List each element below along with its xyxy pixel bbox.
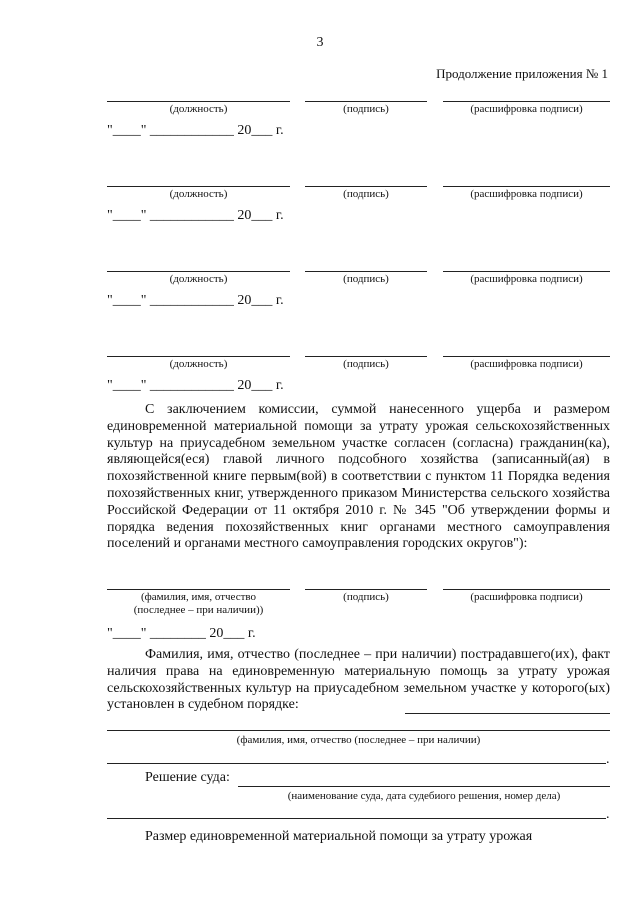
last-paragraph: Размер единовременной материальной помощи за утрату урожая xyxy=(145,829,533,844)
date-line[interactable]: "____" ____________ 20___ г. xyxy=(107,208,284,223)
appendix-title: Продолжение приложения № 1 xyxy=(436,66,608,81)
signature-decoding-line[interactable] xyxy=(443,101,610,102)
signature-decoding-caption: (расшифровка подписи) xyxy=(470,591,583,603)
court-decision-label: Решение суда: xyxy=(145,770,230,785)
citizen-name-line[interactable] xyxy=(107,589,290,590)
signature-line[interactable] xyxy=(305,271,427,272)
court-fio-inline-line[interactable] xyxy=(405,713,610,714)
period: . xyxy=(606,807,610,822)
signature-line[interactable] xyxy=(305,186,427,187)
fio-caption: (фамилия, имя, отчество (последнее – при наличии) xyxy=(236,734,481,746)
consent-paragraph: С заключением комиссии, суммой нанесенного ущерба и размером единовременной материальной помощи за утрату урожая сельскохозяйственных культур на приусадебном земельном участке согласен (согласна) гражданин(ка), являющейся(еся) главой личного подсобного хозяйства (записанный(ая) в похозяйственной книге первым(вой) в соответствии с пунктом 11 Порядка ведения похозяйственных книг, утвержденного приказом Министерства сельского хозяйства Российской Федерации от 11 октября 2010 г. № 345 "Об утверждении формы и порядка ведения похозяйственных книг органами местного самоуправления поселений и органами местного самоуправления городских округов"): xyxy=(107,402,610,552)
signature-decoding-line[interactable] xyxy=(443,186,610,187)
position-line[interactable] xyxy=(107,271,290,272)
court-caption: (наименование суда, дата судебиого решения, номер дела) xyxy=(287,790,561,802)
position-line[interactable] xyxy=(107,186,290,187)
signature-decoding-line[interactable] xyxy=(443,271,610,272)
citizen-signature-line[interactable] xyxy=(305,589,427,590)
date-line[interactable]: "____" ____________ 20___ г. xyxy=(107,293,284,308)
signature-caption: (подпись) xyxy=(343,188,389,200)
signature-caption: (подпись) xyxy=(343,273,389,285)
court-decision-line-2[interactable] xyxy=(107,818,606,819)
signature-decoding-caption: (расшифровка подписи) xyxy=(470,358,583,370)
position-line[interactable] xyxy=(107,356,290,357)
name-caption: (фамилия, имя, отчество xyxy=(140,591,257,603)
citizen-signature-decoding-line[interactable] xyxy=(443,589,610,590)
signature-line[interactable] xyxy=(305,356,427,357)
court-decision-line[interactable] xyxy=(238,786,610,787)
name-caption-note: (последнее – при наличии)) xyxy=(133,604,264,616)
fio-line[interactable] xyxy=(107,730,610,731)
position-caption: (должность) xyxy=(169,188,228,200)
fio-line-2[interactable] xyxy=(107,763,606,764)
page-number: 3 xyxy=(316,35,324,50)
position-caption: (должность) xyxy=(169,103,228,115)
citizen-signature-block xyxy=(107,589,610,623)
period: . xyxy=(606,752,610,767)
date-line[interactable]: "____" ____________ 20___ г. xyxy=(107,123,284,138)
position-caption: (должность) xyxy=(169,273,228,285)
signature-decoding-caption: (расшифровка подписи) xyxy=(470,188,583,200)
signature-caption: (подпись) xyxy=(343,103,389,115)
date-line[interactable]: "____" ____________ 20___ г. xyxy=(107,378,284,393)
signature-caption: (подпись) xyxy=(343,358,389,370)
signature-caption: (подпись) xyxy=(343,591,389,603)
court-paragraph: Фамилия, имя, отчество (последнее – при наличии) пострадавшего(их), факт наличия права на единовременную материальную помощь за утрату урожая сельскохозяйственных культур на приусадебном земельном участке у которого(ых) установлен в судебном порядке: xyxy=(107,647,610,713)
signature-block-1 xyxy=(107,101,610,138)
signature-block-2 xyxy=(107,186,610,223)
signature-line[interactable] xyxy=(305,101,427,102)
citizen-date-line[interactable]: "____" ________ 20___ г. xyxy=(107,626,256,641)
position-caption: (должность) xyxy=(169,358,228,370)
position-line[interactable] xyxy=(107,101,290,102)
signature-decoding-caption: (расшифровка подписи) xyxy=(470,273,583,285)
signature-block-4 xyxy=(107,356,610,393)
signature-decoding-caption: (расшифровка подписи) xyxy=(470,103,583,115)
signature-block-3 xyxy=(107,271,610,308)
signature-decoding-line[interactable] xyxy=(443,356,610,357)
